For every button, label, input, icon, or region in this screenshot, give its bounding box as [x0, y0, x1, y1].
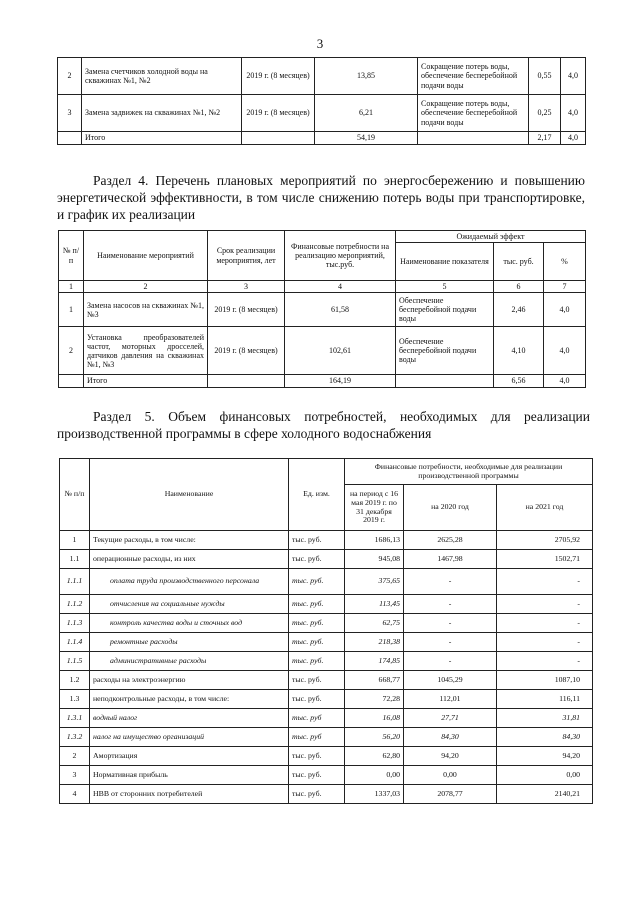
- total-label: Итого: [82, 132, 242, 145]
- total-indicator: [418, 132, 529, 145]
- row-unit: тыс. руб.: [289, 785, 345, 804]
- row-rub: 0,55: [529, 58, 561, 95]
- page-number: 3: [316, 36, 324, 51]
- row-num: 1.1.1: [60, 569, 90, 595]
- row-value-2020: 27,71: [404, 709, 497, 728]
- row-num: 3: [60, 766, 90, 785]
- row-value-2019: 16,08: [345, 709, 404, 728]
- row-value-2021: 84,30: [497, 728, 593, 747]
- row-value-2020: -: [404, 633, 497, 652]
- row-value-2019: 113,45: [345, 595, 404, 614]
- row-num: 4: [60, 785, 90, 804]
- table-row: [58, 58, 586, 95]
- row-num: 1.2: [60, 671, 90, 690]
- total-amount: 54,19: [315, 132, 418, 145]
- row-pct: 4,0: [561, 58, 586, 95]
- row-value-2019: 1686,13: [345, 531, 404, 550]
- row-value-2019: 375,65: [345, 569, 404, 595]
- row-rub: 0,25: [529, 95, 561, 132]
- row-unit: тыс. руб.: [289, 671, 345, 690]
- row-value-2020: 2625,28: [404, 531, 497, 550]
- row-pct: 4,0: [561, 95, 586, 132]
- table-row: [60, 595, 593, 614]
- table-row: [60, 766, 593, 785]
- row-unit: тыс. руб.: [289, 690, 345, 709]
- row-value-2020: 1467,98: [404, 550, 497, 569]
- column-number: 7: [544, 281, 586, 293]
- table-row: [60, 550, 593, 569]
- header-finance: Финансовые потребности на реализацию мероприятий, тыс.руб.: [285, 231, 396, 281]
- row-name: операционные расходы, из них: [90, 550, 289, 569]
- row-value-2020: 0,00: [404, 766, 497, 785]
- row-indicator: Обеспечение бесперебойной подачи воды: [396, 327, 494, 375]
- header-period-2020: на 2020 год: [404, 485, 497, 531]
- header-rub: тыс. руб.: [494, 243, 544, 281]
- row-amount: 61,58: [285, 293, 396, 327]
- row-name: отчисления на социальные нужды: [90, 595, 289, 614]
- row-name: контроль качества воды и сточных вод: [90, 614, 289, 633]
- total-amount: 164,19: [285, 375, 396, 387]
- row-value-2021: -: [497, 569, 593, 595]
- table-row: [60, 709, 593, 728]
- total-pct: 4,0: [561, 132, 586, 145]
- row-value-2019: 668,77: [345, 671, 404, 690]
- total-indicator: [396, 375, 494, 387]
- row-pct: 4,0: [544, 293, 586, 327]
- row-period: 2019 г. (8 месяцев): [208, 293, 285, 327]
- row-num: 1.1.2: [60, 595, 90, 614]
- row-rub: 4,10: [494, 327, 544, 375]
- header-name: Наименование мероприятий: [84, 231, 208, 281]
- row-value-2021: 2705,92: [497, 531, 593, 550]
- row-value-2021: -: [497, 633, 593, 652]
- row-value-2021: -: [497, 595, 593, 614]
- row-value-2020: -: [404, 652, 497, 671]
- total-num: [59, 375, 84, 387]
- table-row: [60, 531, 593, 550]
- table-row: [60, 569, 593, 595]
- table-row: [58, 95, 586, 132]
- row-num: 2: [60, 747, 90, 766]
- total-rub: 6,56: [494, 375, 544, 387]
- row-indicator: Сокращение потерь воды, обеспечение бесперебойной подачи воды: [418, 58, 529, 95]
- row-unit: тыс. руб.: [289, 531, 345, 550]
- column-number: 4: [285, 281, 396, 293]
- header-period-2021: на 2021 год: [497, 485, 593, 531]
- row-num: 2: [59, 327, 84, 375]
- total-rub: 2,17: [529, 132, 561, 145]
- row-num: 1.3: [60, 690, 90, 709]
- row-value-2021: -: [497, 614, 593, 633]
- row-value-2019: 1337,03: [345, 785, 404, 804]
- column-number: 3: [208, 281, 285, 293]
- measures-table-continued: [57, 57, 586, 145]
- header-finance: Финансовые потребности, необходимые для реализации производственной программы: [345, 459, 593, 485]
- row-name: Замена насосов на скважинах №1, №3: [84, 293, 208, 327]
- table-row: [60, 633, 593, 652]
- header-effect: Ожидаемый эффект: [396, 231, 586, 243]
- header-pct: %: [544, 243, 586, 281]
- row-value-2020: -: [404, 569, 497, 595]
- table-row: [60, 671, 593, 690]
- row-name: неподконтрольные расходы, в том числе:: [90, 690, 289, 709]
- row-value-2021: 31,81: [497, 709, 593, 728]
- row-num: 1.1.4: [60, 633, 90, 652]
- row-name: налог на имущество организаций: [90, 728, 289, 747]
- column-number: 6: [494, 281, 544, 293]
- row-value-2019: 62,80: [345, 747, 404, 766]
- row-amount: 6,21: [315, 95, 418, 132]
- row-name: Замена задвижек на скважинах №1, №2: [82, 95, 242, 132]
- row-name: расходы на электроэнергию: [90, 671, 289, 690]
- row-value-2020: 84,30: [404, 728, 497, 747]
- row-value-2021: 2140,21: [497, 785, 593, 804]
- row-value-2019: 218,38: [345, 633, 404, 652]
- row-value-2021: 1502,71: [497, 550, 593, 569]
- row-value-2020: 94,20: [404, 747, 497, 766]
- row-name: административные расходы: [90, 652, 289, 671]
- row-value-2019: 0,00: [345, 766, 404, 785]
- row-unit: тыс. руб.: [289, 766, 345, 785]
- row-period: 2019 г. (8 месяцев): [208, 327, 285, 375]
- energy-saving-measures-table: [58, 230, 586, 388]
- row-amount: 13,85: [315, 58, 418, 95]
- header-indicator: Наименование показателя: [396, 243, 494, 281]
- row-num: 1: [60, 531, 90, 550]
- row-value-2020: -: [404, 595, 497, 614]
- column-number: 1: [59, 281, 84, 293]
- row-value-2021: 1087,10: [497, 671, 593, 690]
- row-name: ремонтные расходы: [90, 633, 289, 652]
- table-row: [60, 690, 593, 709]
- header-num: № п/п: [59, 231, 84, 281]
- table-row: [60, 652, 593, 671]
- row-name: НВВ от сторонних потребителей: [90, 785, 289, 804]
- total-row: [59, 375, 586, 387]
- row-name: Установка преобразователей частот, моторных дросселей, датчиков давления на скважинах №1, №3: [84, 327, 208, 375]
- row-value-2021: 0,00: [497, 766, 593, 785]
- row-value-2019: 62,75: [345, 614, 404, 633]
- row-unit: тыс. руб: [289, 709, 345, 728]
- header-name: Наименование: [90, 459, 289, 531]
- row-name: Амортизация: [90, 747, 289, 766]
- row-value-2020: 2078,77: [404, 785, 497, 804]
- row-name: Текущие расходы, в том числе:: [90, 531, 289, 550]
- row-name: оплата труда производственного персонала: [90, 569, 289, 595]
- row-value-2019: 72,28: [345, 690, 404, 709]
- header-period-2019: на период с 16 мая 2019 г. по 31 декабря 2019 г.: [345, 485, 404, 531]
- row-unit: тыс. руб.: [289, 652, 345, 671]
- row-num: 1.1.5: [60, 652, 90, 671]
- row-unit: тыс. руб: [289, 728, 345, 747]
- row-num: 2: [58, 58, 82, 95]
- row-unit: тыс. руб.: [289, 550, 345, 569]
- total-pct: 4,0: [544, 375, 586, 387]
- table-row: [60, 614, 593, 633]
- header-num: № п/п: [60, 459, 90, 531]
- row-num: 1.3.1: [60, 709, 90, 728]
- financial-needs-table: [59, 458, 593, 804]
- row-unit: тыс. руб.: [289, 633, 345, 652]
- total-row: [58, 132, 586, 145]
- row-period: 2019 г. (8 месяцев): [242, 95, 315, 132]
- row-value-2019: 174,85: [345, 652, 404, 671]
- row-unit: тыс. руб.: [289, 747, 345, 766]
- row-num: 1.3.2: [60, 728, 90, 747]
- table-row: [60, 728, 593, 747]
- row-num: 1.1.3: [60, 614, 90, 633]
- row-unit: тыс. руб.: [289, 614, 345, 633]
- row-value-2021: 116,11: [497, 690, 593, 709]
- row-num: 1.1: [60, 550, 90, 569]
- row-name: водный налог: [90, 709, 289, 728]
- row-value-2019: 56,20: [345, 728, 404, 747]
- row-amount: 102,61: [285, 327, 396, 375]
- row-pct: 4,0: [544, 327, 586, 375]
- total-label: Итого: [84, 375, 208, 387]
- table-row: [59, 327, 586, 375]
- row-value-2021: -: [497, 652, 593, 671]
- row-num: 1: [59, 293, 84, 327]
- row-value-2020: 1045,29: [404, 671, 497, 690]
- row-num: 3: [58, 95, 82, 132]
- row-unit: тыс. руб.: [289, 569, 345, 595]
- column-number: 2: [84, 281, 208, 293]
- table-row: [60, 747, 593, 766]
- row-period: 2019 г. (8 месяцев): [242, 58, 315, 95]
- total-period: [242, 132, 315, 145]
- row-value-2019: 945,08: [345, 550, 404, 569]
- section-5-title: Раздел 5. Объем финансовых потребностей, необходимых для реализации производственной программы в сфере холодного водоснабжения: [57, 409, 590, 441]
- row-rub: 2,46: [494, 293, 544, 327]
- row-value-2021: 94,20: [497, 747, 593, 766]
- header-unit: Ед. изм.: [289, 459, 345, 531]
- total-num: [58, 132, 82, 145]
- table-row: [59, 293, 586, 327]
- header-period: Срок реализации мероприятия, лет: [208, 231, 285, 281]
- table-row: [60, 785, 593, 804]
- row-unit: тыс. руб.: [289, 595, 345, 614]
- column-number: 5: [396, 281, 494, 293]
- row-indicator: Сокращение потерь воды, обеспечение бесперебойной подачи воды: [418, 95, 529, 132]
- row-name: Нормативная прибыль: [90, 766, 289, 785]
- total-period: [208, 375, 285, 387]
- row-value-2020: 112,01: [404, 690, 497, 709]
- section-4-title: Раздел 4. Перечень плановых мероприятий по энергосбережению и повышению энергетической эффективности, в том числе снижению потерь воды при транспортировке, и график их реализации: [57, 173, 585, 222]
- row-value-2020: -: [404, 614, 497, 633]
- row-name: Замена счетчиков холодной воды на скважинах №1, №2: [82, 58, 242, 95]
- row-indicator: Обеспечение бесперебойной подачи воды: [396, 293, 494, 327]
